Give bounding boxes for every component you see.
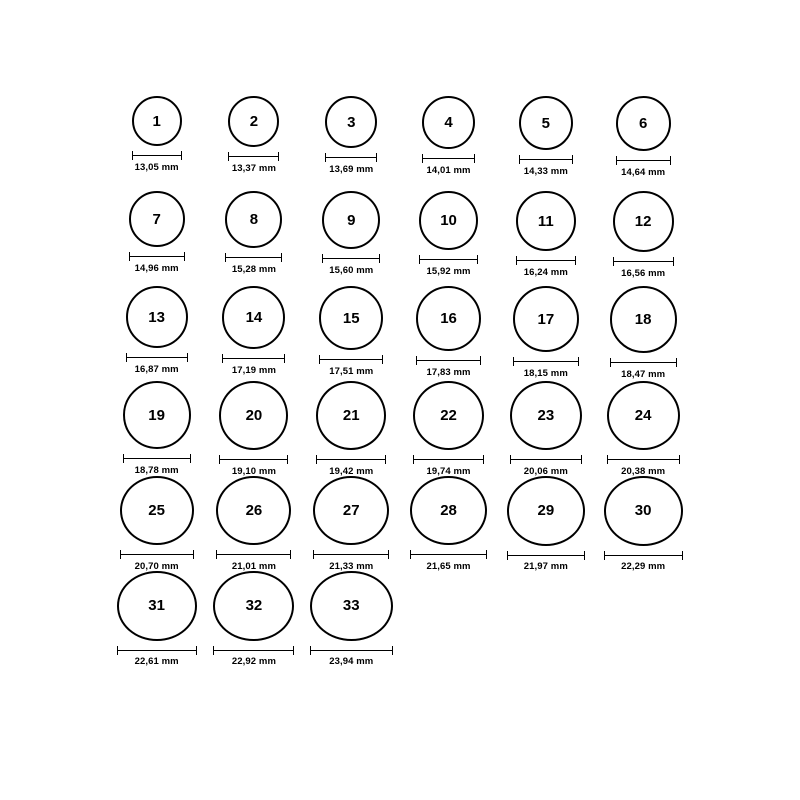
measure-cap-left <box>219 455 220 464</box>
ring-circle <box>513 286 579 352</box>
measure-cap-left <box>319 355 320 364</box>
measure-cap-left <box>310 646 311 655</box>
diameter-measure-line <box>604 551 683 559</box>
ring-circle <box>123 381 191 449</box>
measure-cap-right <box>181 151 182 160</box>
diameter-measure-line <box>213 646 294 654</box>
ring-circle <box>322 191 380 249</box>
ring-size-number: 13 <box>148 308 165 326</box>
ring-size-cell <box>594 381 691 476</box>
diameter-label: 13,69 mm <box>329 164 374 175</box>
measure-cap-right <box>278 152 279 161</box>
ring-circle <box>510 381 582 450</box>
measure-cap-left <box>129 252 130 261</box>
ring-circle <box>222 286 285 349</box>
measure-cap-left <box>313 550 314 559</box>
ring-circle <box>319 286 383 350</box>
measure-cap-right <box>190 454 191 463</box>
measure-cap-left <box>610 358 611 367</box>
ring-size-cell <box>205 96 302 191</box>
ring-size-cell <box>303 571 400 666</box>
ring-circle <box>216 476 291 545</box>
measure-cap-left <box>416 356 417 365</box>
diameter-measure-line <box>607 455 680 463</box>
diameter-label: 14,01 mm <box>426 165 471 176</box>
ring-circle <box>607 381 680 450</box>
ring-circle <box>519 96 573 150</box>
measure-cap-right <box>486 550 487 559</box>
ring-circle <box>516 191 576 251</box>
diameter-measure-line <box>123 454 191 463</box>
measure-cap-left <box>516 256 517 265</box>
measure-cap-right <box>392 646 393 655</box>
measure-cap-left <box>513 357 514 366</box>
diameter-measure-line <box>422 154 475 163</box>
diameter-measure-line <box>325 153 377 162</box>
diameter-label: 18,15 mm <box>523 368 568 379</box>
ring-size-number: 30 <box>634 502 652 520</box>
measure-cap-right <box>477 255 478 264</box>
measure-cap-right <box>284 354 285 363</box>
diameter-measure-line <box>132 151 182 160</box>
diameter-label: 15,60 mm <box>329 265 374 276</box>
measure-cap-left <box>132 151 133 160</box>
diameter-measure-line <box>313 550 389 558</box>
ring-size-number: 18 <box>634 311 652 328</box>
ring-size-cell <box>497 476 594 571</box>
ring-size-number: 21 <box>342 406 360 424</box>
diameter-label: 17,19 mm <box>231 365 276 376</box>
ring-size-number: 32 <box>245 597 263 615</box>
ring-size-cell <box>497 286 594 381</box>
ring-size-number: 11 <box>537 212 554 230</box>
ring-size-cell <box>400 96 497 191</box>
measure-cap-right <box>287 455 288 464</box>
ring-size-cell <box>497 191 594 286</box>
ring-circle <box>507 476 585 546</box>
measure-cap-right <box>184 252 185 261</box>
ring-size-number: 28 <box>440 502 457 520</box>
diameter-measure-line <box>120 550 194 558</box>
ring-circle <box>310 571 393 641</box>
diameter-label: 19,74 mm <box>426 465 471 477</box>
diameter-measure-line <box>228 152 279 161</box>
ring-size-cell <box>594 286 691 381</box>
diameter-measure-line <box>126 353 188 362</box>
diameter-measure-line <box>129 252 185 261</box>
measure-cap-right <box>379 254 380 263</box>
measure-cap-right <box>670 156 671 165</box>
ring-size-number: 12 <box>634 213 652 230</box>
diameter-label: 21,01 mm <box>231 560 276 572</box>
measure-cap-right <box>187 353 188 362</box>
diameter-label: 16,56 mm <box>621 268 666 279</box>
diameter-measure-line <box>613 257 674 266</box>
diameter-label: 13,37 mm <box>231 163 276 174</box>
ring-size-cell <box>400 381 497 476</box>
diameter-label: 17,83 mm <box>426 367 471 378</box>
ring-size-cell <box>108 571 205 666</box>
ring-size-number: 2 <box>249 113 259 130</box>
ring-circle <box>225 191 282 248</box>
ring-circle <box>610 286 677 353</box>
diameter-measure-line <box>310 646 393 654</box>
ring-size-cell <box>497 96 594 191</box>
ring-size-grid <box>108 96 692 666</box>
measure-cap-right <box>578 357 579 366</box>
ring-size-number: 4 <box>444 114 453 131</box>
ring-size-cell <box>594 191 691 286</box>
measure-cap-left <box>507 551 508 560</box>
ring-size-cell <box>108 191 205 286</box>
ring-size-cell <box>497 381 594 476</box>
ring-size-number: 25 <box>148 502 165 520</box>
diameter-measure-line <box>616 156 671 165</box>
ring-size-cell <box>400 286 497 381</box>
diameter-label: 16,87 mm <box>134 364 179 375</box>
diameter-label: 15,92 mm <box>426 266 471 277</box>
ring-size-number: 26 <box>245 502 263 520</box>
measure-cap-right <box>281 253 282 262</box>
diameter-measure-line <box>410 550 487 558</box>
ring-size-number: 10 <box>440 212 457 229</box>
diameter-label: 20,06 mm <box>523 465 568 477</box>
measure-cap-left <box>117 646 118 655</box>
measure-cap-right <box>388 550 389 559</box>
ring-size-number: 7 <box>152 210 161 228</box>
measure-cap-right <box>676 358 677 367</box>
measure-cap-left <box>613 257 614 266</box>
diameter-measure-line <box>519 155 573 164</box>
ring-size-number: 5 <box>541 114 550 132</box>
ring-size-number: 14 <box>245 309 263 326</box>
ring-size-cell <box>108 476 205 571</box>
diameter-measure-line <box>610 358 677 367</box>
measure-cap-right <box>382 355 383 364</box>
ring-circle <box>316 381 386 450</box>
measure-cap-left <box>322 254 323 263</box>
diameter-measure-line <box>413 455 484 464</box>
ring-size-number: 23 <box>537 406 555 424</box>
diameter-measure-line <box>510 455 582 464</box>
ring-size-cell <box>205 381 302 476</box>
ring-size-cell <box>594 96 691 191</box>
measure-cap-right <box>385 455 386 464</box>
diameter-label: 20,70 mm <box>134 560 179 572</box>
measure-cap-left <box>126 353 127 362</box>
measure-cap-right <box>581 455 582 464</box>
ring-size-cell <box>303 191 400 286</box>
ring-circle <box>129 191 185 247</box>
measure-cap-right <box>679 455 680 464</box>
diameter-label: 18,47 mm <box>621 369 666 380</box>
ring-size-cell <box>594 476 691 571</box>
ring-size-number: 31 <box>148 597 165 615</box>
ring-circle <box>604 476 683 546</box>
measure-cap-left <box>510 455 511 464</box>
measure-cap-right <box>673 257 674 266</box>
diameter-label: 13,05 mm <box>134 162 179 173</box>
ring-circle <box>313 476 389 545</box>
ring-circle <box>228 96 279 147</box>
ring-circle <box>413 381 484 450</box>
ring-size-cell <box>108 381 205 476</box>
ring-size-number: 1 <box>152 112 161 130</box>
ring-size-cell <box>205 571 302 666</box>
measure-cap-left <box>604 551 605 560</box>
ring-circle <box>132 96 182 146</box>
ring-circle <box>117 571 197 641</box>
diameter-measure-line <box>507 551 585 559</box>
measure-cap-left <box>410 550 411 559</box>
ring-size-number: 29 <box>537 502 555 520</box>
diameter-measure-line <box>516 256 576 265</box>
diameter-measure-line <box>219 455 288 464</box>
ring-circle <box>219 381 288 450</box>
ring-circle <box>422 96 475 149</box>
measure-cap-right <box>293 646 294 655</box>
measure-cap-left <box>123 454 124 463</box>
measure-cap-right <box>193 550 194 559</box>
diameter-label: 19,42 mm <box>329 465 374 477</box>
ring-size-number: 16 <box>440 310 457 327</box>
ring-size-cell <box>303 96 400 191</box>
measure-cap-right <box>376 153 377 162</box>
measure-cap-right <box>575 256 576 265</box>
measure-cap-right <box>483 455 484 464</box>
measure-cap-right <box>290 550 291 559</box>
ring-size-cell <box>108 96 205 191</box>
ring-size-cell <box>205 286 302 381</box>
measure-cap-left <box>325 153 326 162</box>
measure-cap-left <box>616 156 617 165</box>
diameter-label: 22,29 mm <box>621 560 666 572</box>
diameter-measure-line <box>513 357 579 366</box>
ring-size-cell <box>400 476 497 571</box>
diameter-measure-line <box>319 355 383 364</box>
ring-size-number: 22 <box>440 406 457 424</box>
measure-cap-left <box>222 354 223 363</box>
ring-circle <box>410 476 487 545</box>
measure-cap-right <box>682 551 683 560</box>
diameter-measure-line <box>316 455 386 464</box>
diameter-label: 17,51 mm <box>329 366 374 377</box>
ring-circle <box>613 191 674 252</box>
ring-size-number: 20 <box>245 406 263 424</box>
ring-circle <box>416 286 481 351</box>
diameter-measure-line <box>117 646 197 654</box>
measure-cap-left <box>120 550 121 559</box>
ring-size-number: 8 <box>249 211 259 228</box>
diameter-label: 21,97 mm <box>523 560 568 572</box>
measure-cap-left <box>419 255 420 264</box>
ring-size-number: 15 <box>342 309 360 327</box>
ring-size-number: 24 <box>634 407 652 424</box>
diameter-measure-line <box>216 550 291 558</box>
diameter-label: 14,64 mm <box>621 167 666 178</box>
diameter-measure-line <box>322 254 380 263</box>
ring-size-cell <box>205 191 302 286</box>
ring-size-cell <box>400 191 497 286</box>
diameter-label: 23,94 mm <box>329 655 374 667</box>
measure-cap-left <box>607 455 608 464</box>
ring-size-number: 9 <box>347 211 356 229</box>
ring-size-cell <box>303 476 400 571</box>
ring-circle <box>213 571 294 641</box>
measure-cap-right <box>196 646 197 655</box>
diameter-label: 20,38 mm <box>621 465 666 477</box>
measure-cap-left <box>228 152 229 161</box>
diameter-label: 18,78 mm <box>134 465 179 476</box>
diameter-label: 21,33 mm <box>329 560 374 572</box>
measure-cap-left <box>216 550 217 559</box>
diameter-label: 21,65 mm <box>426 560 471 572</box>
measure-cap-right <box>572 155 573 164</box>
diameter-label: 22,61 mm <box>134 655 179 667</box>
diameter-label: 19,10 mm <box>231 465 276 477</box>
measure-cap-right <box>584 551 585 560</box>
measure-cap-left <box>316 455 317 464</box>
diameter-measure-line <box>416 356 481 365</box>
ring-size-number: 19 <box>148 406 165 424</box>
ring-circle <box>126 286 188 348</box>
diameter-measure-line <box>419 255 478 264</box>
measure-cap-right <box>480 356 481 365</box>
diameter-label: 14,33 mm <box>523 166 568 177</box>
ring-size-cell <box>205 476 302 571</box>
diameter-label: 22,92 mm <box>231 655 276 667</box>
diameter-measure-line <box>222 354 285 363</box>
ring-size-cell <box>303 286 400 381</box>
measure-cap-left <box>422 154 423 163</box>
ring-size-number: 33 <box>342 597 360 615</box>
ring-size-number: 3 <box>347 113 356 131</box>
ring-circle <box>419 191 478 250</box>
diameter-label: 15,28 mm <box>231 264 276 275</box>
ring-size-number: 27 <box>342 502 360 520</box>
ring-size-cell <box>108 286 205 381</box>
measure-cap-left <box>413 455 414 464</box>
ring-circle <box>616 96 671 151</box>
ring-circle <box>325 96 377 148</box>
measure-cap-left <box>519 155 520 164</box>
diameter-label: 14,96 mm <box>134 263 179 274</box>
ring-size-number: 6 <box>638 115 648 132</box>
measure-cap-left <box>225 253 226 262</box>
ring-size-cell <box>303 381 400 476</box>
diameter-label: 16,24 mm <box>523 267 568 278</box>
ring-circle <box>120 476 194 545</box>
measure-cap-right <box>474 154 475 163</box>
diameter-measure-line <box>225 253 282 262</box>
measure-cap-left <box>213 646 214 655</box>
ring-size-number: 17 <box>537 310 555 328</box>
